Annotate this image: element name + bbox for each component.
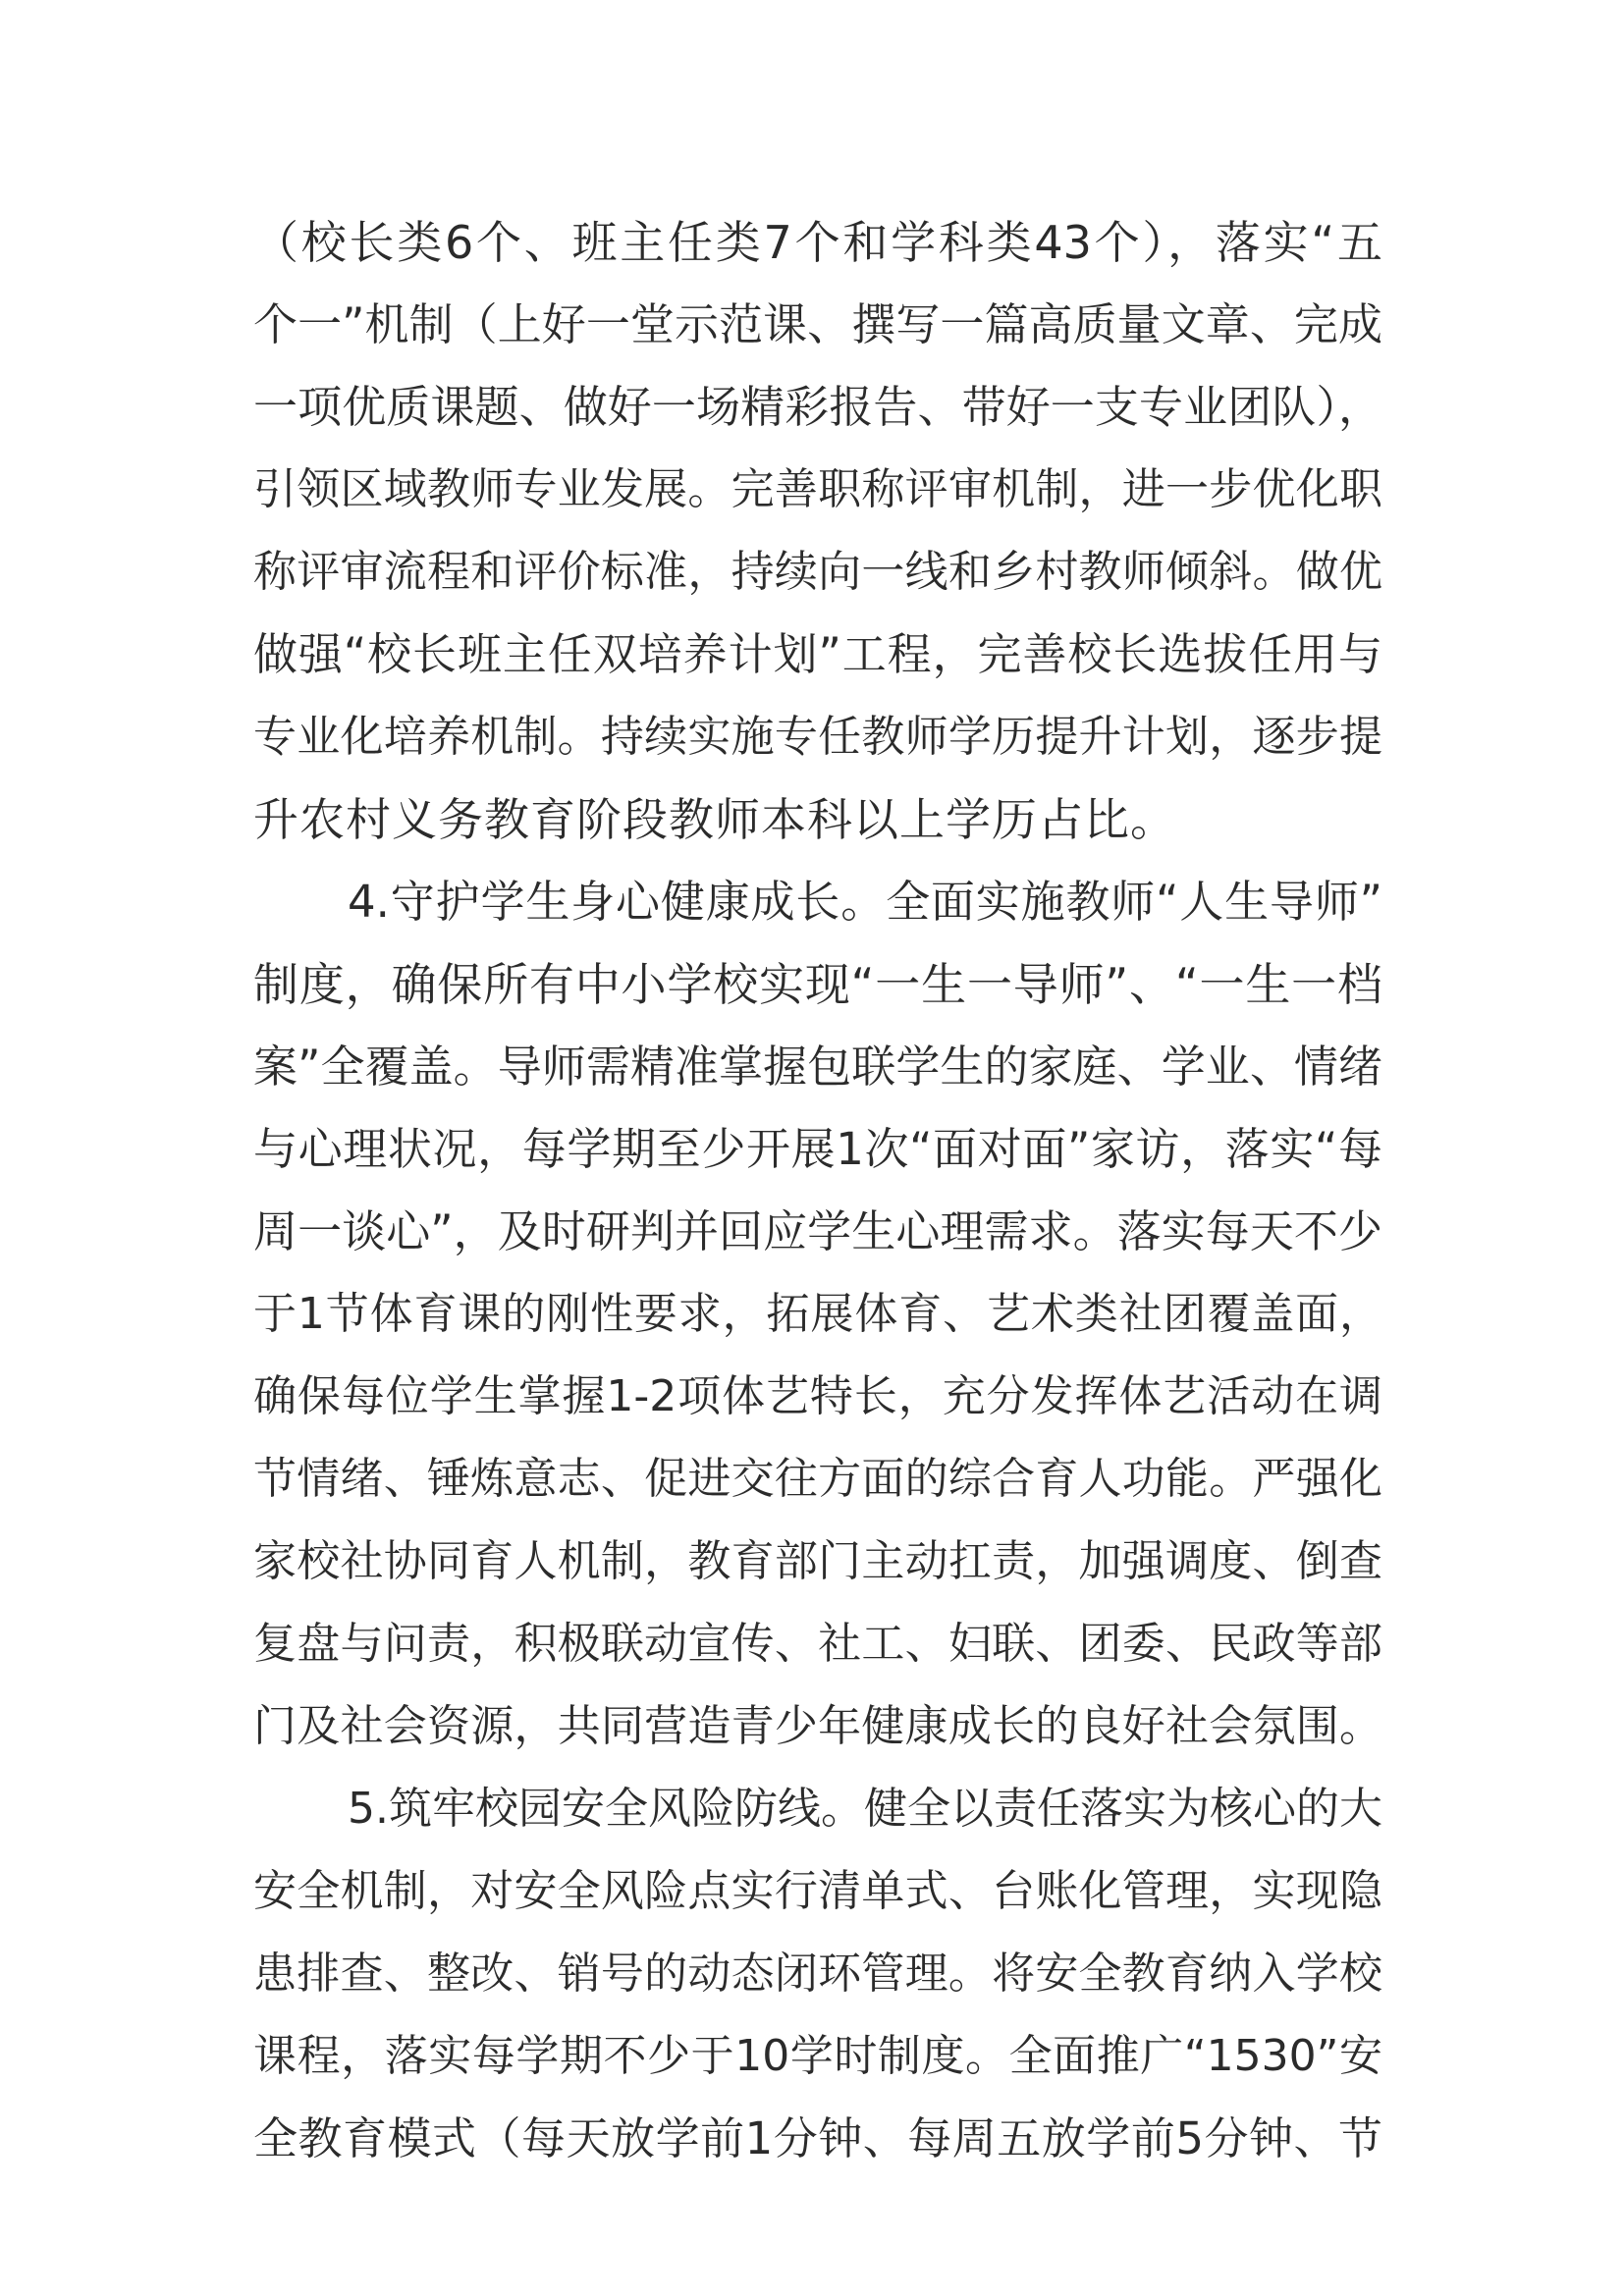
text-line: 全教育模式（每天放学前1分钟、每周五放学前5分钟、节 — [253, 2112, 1382, 2164]
text-line: 案”全覆盖。导师需精准掌握包联学生的家庭、学业、情绪 — [253, 1041, 1382, 1093]
text-line: 于1节体育课的刚性要求，拓展体育、艺术类社团覆盖面， — [253, 1289, 1382, 1339]
text-line: 课程，落实每学期不少于10学时制度。全面推广“1530”安 — [253, 2031, 1382, 2081]
text-line: 安全机制，对安全风险点实行清单式、台账化管理，实现隐 — [253, 1866, 1382, 1916]
paragraph-heading: 4.守护学生身心健康成长。全面实施教师“人生导师” — [348, 876, 1382, 928]
text-line: 与心理状况，每学期至少开展1次“面对面”家访，落实“每 — [253, 1123, 1382, 1175]
text-line: 患排查、整改、销号的动态闭环管理。将安全教育纳入学校 — [253, 1949, 1382, 1999]
text-line: 做强“校长班主任双培养计划”工程，完善校长选拔任用与 — [253, 628, 1382, 680]
text-line: （校长类6个、班主任类7个和学科类43个），落实“五 — [253, 216, 1382, 269]
text-line: 家校社协同育人机制，教育部门主动扛责，加强调度、倒查 — [253, 1536, 1382, 1586]
text-line: 引领区域教师专业发展。完善职称评审机制，进一步优化职 — [253, 464, 1382, 514]
text-line: 个一”机制（上好一堂示范课、撰写一篇高质量文章、完成 — [253, 298, 1382, 350]
text-line: 升农村义务教育阶段教师本科以上学历占比。 — [253, 793, 1176, 846]
text-line: 制度，确保所有中小学校实现“一生一导师”、“一生一档 — [253, 958, 1382, 1011]
text-line: 节情绪、锤炼意志、促进交往方面的综合育人功能。严强化 — [253, 1454, 1382, 1504]
text-line: 周一谈心”，及时研判并回应学生心理需求。落实每天不少 — [253, 1205, 1382, 1257]
text-line: 专业化培养机制。持续实施专任教师学历提升计划，逐步提 — [253, 712, 1382, 762]
text-line: 复盘与问责，积极联动宣传、社工、妇联、团委、民政等部 — [253, 1619, 1382, 1669]
text-line: 一项优质课题、做好一场精彩报告、带好一支专业团队）， — [253, 381, 1382, 433]
text-line: 门及社会资源，共同营造青少年健康成长的良好社会氛围。 — [253, 1701, 1382, 1751]
paragraph-heading: 5.筑牢校园安全风险防线。健全以责任落实为核心的大 — [348, 1784, 1382, 1834]
text-line: 确保每位学生掌握1-2项体艺特长，充分发挥体艺活动在调 — [253, 1371, 1382, 1421]
text-line: 称评审流程和评价标准，持续向一线和乡村教师倾斜。做优 — [253, 547, 1382, 597]
